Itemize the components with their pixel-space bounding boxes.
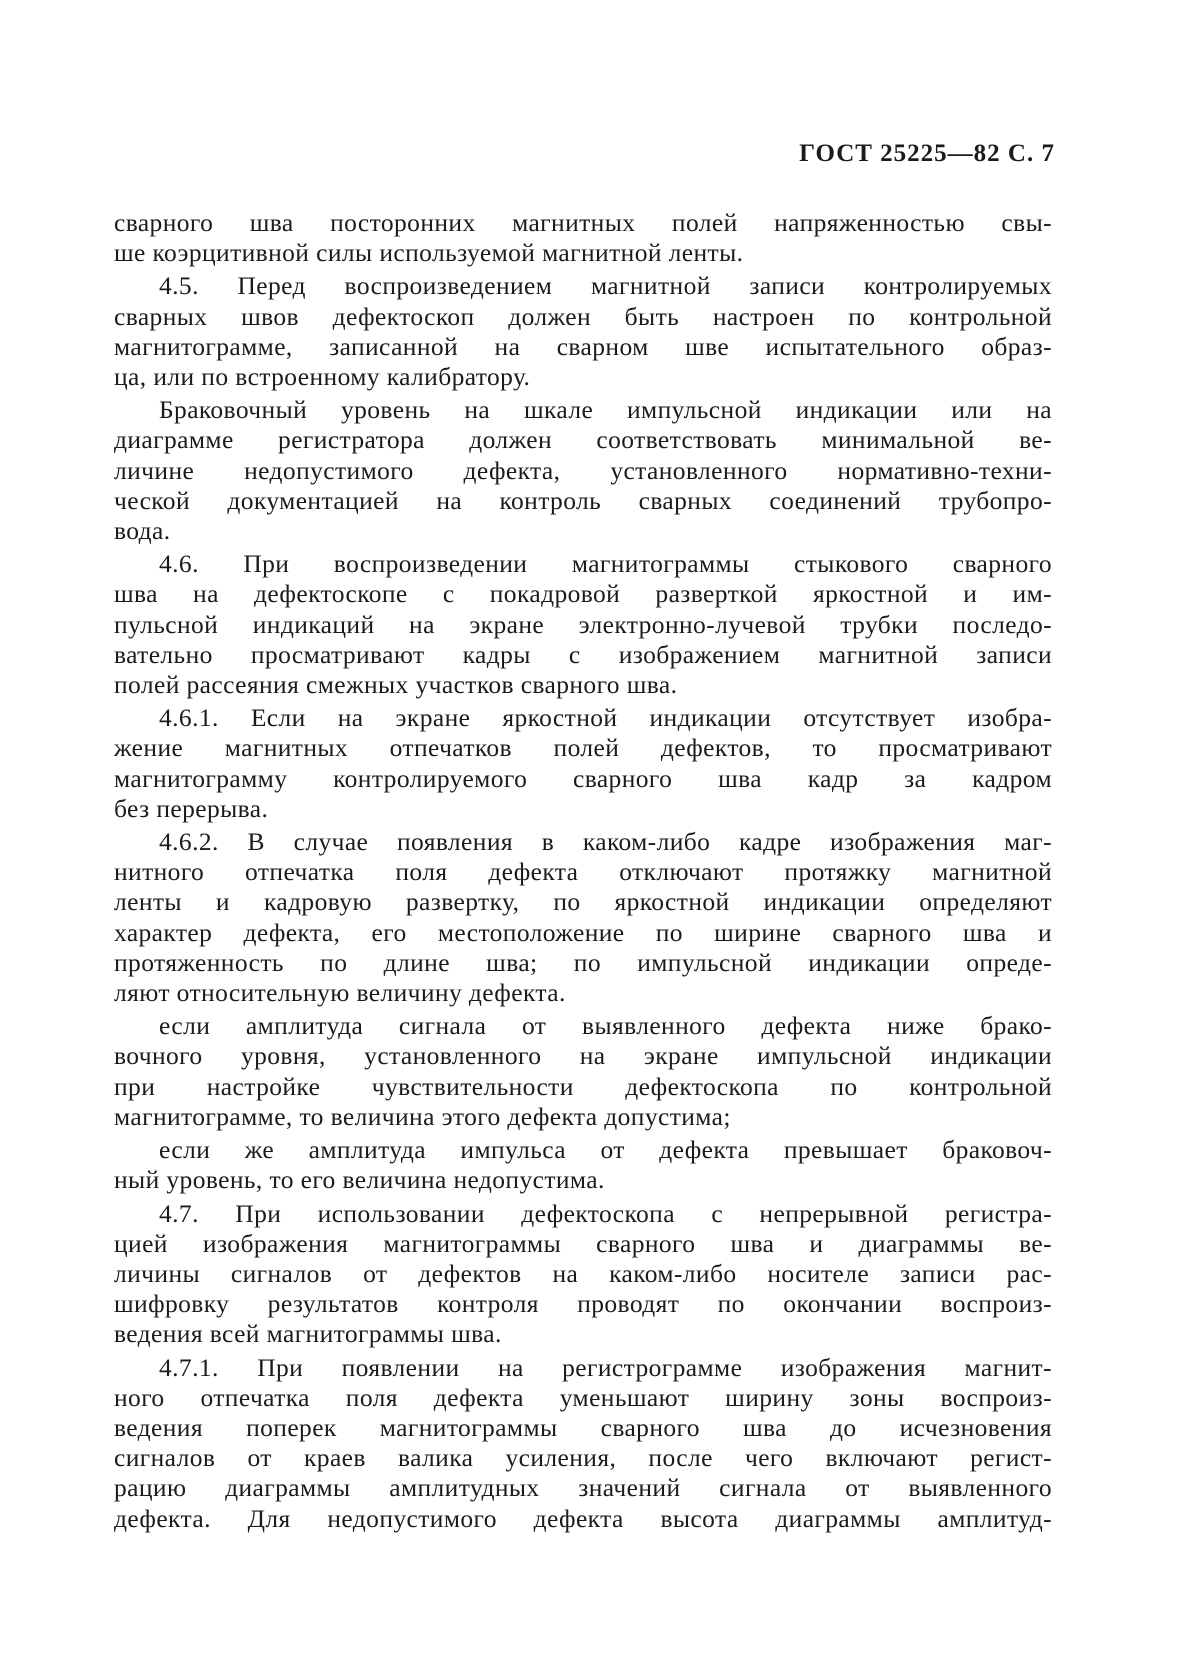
text-line: характер дефекта, его местоположение по ширине сварного шва и	[114, 917, 1052, 947]
text-line: шва на дефектоскопе с покадровой разверткой яркостной и им-	[114, 579, 1052, 609]
text-line: если амплитуда сигнала от выявленного дефекта ниже брако-	[159, 1011, 1052, 1041]
text-line: вательно просматривают кадры с изображением магнитной записи	[114, 639, 1052, 669]
text-line: ведения поперек магнитограммы сварного шва до исчезновения	[114, 1412, 1052, 1442]
text-line: 4.7.1. При появлении на регистрограмме изображения магнит-	[159, 1352, 1052, 1382]
paragraph	[114, 395, 1052, 546]
text-line: вода.	[114, 516, 171, 546]
text-line: протяженность по длине шва; по импульсной индикации опреде-	[114, 947, 1052, 977]
page-header: ГОСТ 25225—82 С. 7	[799, 140, 1055, 167]
text-line: ческой документацией на контроль сварных соединений трубопро-	[114, 485, 1052, 515]
text-line: сигналов от краев валика усиления, после чего включают регист-	[114, 1443, 1052, 1473]
text-line: 4.6. При воспроизведении магнитограммы стыкового сварного	[159, 549, 1052, 579]
text-line: ленты и кадровую развертку, по яркостной индикации определяют	[114, 887, 1052, 917]
paragraph	[114, 1011, 1052, 1132]
text-line: дефекта. Для недопустимого дефекта высота диаграммы амплитуд-	[114, 1503, 1052, 1533]
text-line: вочного уровня, установленного на экране импульсной индикации	[114, 1041, 1052, 1071]
text-line: сварного шва посторонних магнитных полей напряженностью свы-	[114, 208, 1052, 237]
text-line: ца, или по встроенному калибратору.	[114, 362, 531, 392]
text-line: сварных швов дефектоскоп должен быть настроен по контрольной	[114, 301, 1052, 331]
text-line: 4.6.1. Если на экране яркостной индикации отсутствует изобра-	[159, 703, 1052, 733]
text-line: личины сигналов от дефектов на каком-либо носителе записи рас-	[114, 1258, 1052, 1288]
paragraph	[114, 1199, 1052, 1350]
paragraph	[114, 703, 1052, 824]
document-body	[114, 208, 1052, 1537]
text-line: магнитограмме, то величина этого дефекта допустима;	[114, 1101, 731, 1131]
text-line: диаграмме регистратора должен соответствовать минимальной ве-	[114, 425, 1052, 455]
paragraph	[114, 208, 1052, 268]
paragraph	[114, 1353, 1052, 1534]
text-line: нитного отпечатка поля дефекта отключают протяжку магнитной	[114, 857, 1052, 887]
text-line: без перерыва.	[114, 793, 269, 823]
text-line: ше коэрцитивной силы используемой магнитной ленты.	[114, 238, 744, 268]
text-line: магнитограмме, записанной на сварном шве испытательного образ-	[114, 331, 1052, 361]
text-line: ведения всей магнитограммы шва.	[114, 1319, 502, 1349]
text-line: пульсной индикаций на экране электронно-лучевой трубки последо-	[114, 609, 1052, 639]
text-line: при настройке чувствительности дефектоскопа по контрольной	[114, 1071, 1052, 1101]
text-line: цией изображения магнитограммы сварного шва и диаграммы ве-	[114, 1228, 1052, 1258]
paragraph	[114, 549, 1052, 700]
text-line: полей рассеяния смежных участков сварного шва.	[114, 670, 678, 700]
paragraph	[114, 1135, 1052, 1195]
text-line: жение магнитных отпечатков полей дефектов, то просматривают	[114, 733, 1052, 763]
text-line: магнитограмму контролируемого сварного шва кадр за кадром	[114, 763, 1052, 793]
text-line: 4.5. Перед воспроизведением магнитной записи контролируемых	[159, 271, 1052, 301]
text-line: ного отпечатка поля дефекта уменьшают ширину зоны воспроиз-	[114, 1382, 1052, 1412]
text-line: 4.7. При использовании дефектоскопа с непрерывной регистра-	[159, 1198, 1052, 1228]
text-line: шифровку результатов контроля проводят по окончании воспроиз-	[114, 1289, 1052, 1319]
text-line: если же амплитуда импульса от дефекта превышает браковоч-	[159, 1135, 1052, 1165]
text-line: Браковочный уровень на шкале импульсной индикации или на	[159, 395, 1052, 425]
paragraph	[114, 827, 1052, 1008]
text-line: рацию диаграммы амплитудных значений сигнала от выявленного	[114, 1473, 1052, 1503]
text-line: личине недопустимого дефекта, установленного нормативно-техни-	[114, 455, 1052, 485]
text-line: ляют относительную величину дефекта.	[114, 978, 566, 1008]
text-line: 4.6.2. В случае появления в каком-либо кадре изображения маг-	[159, 827, 1052, 857]
text-line: ный уровень, то его величина недопустима.	[114, 1165, 605, 1195]
paragraph	[114, 271, 1052, 392]
